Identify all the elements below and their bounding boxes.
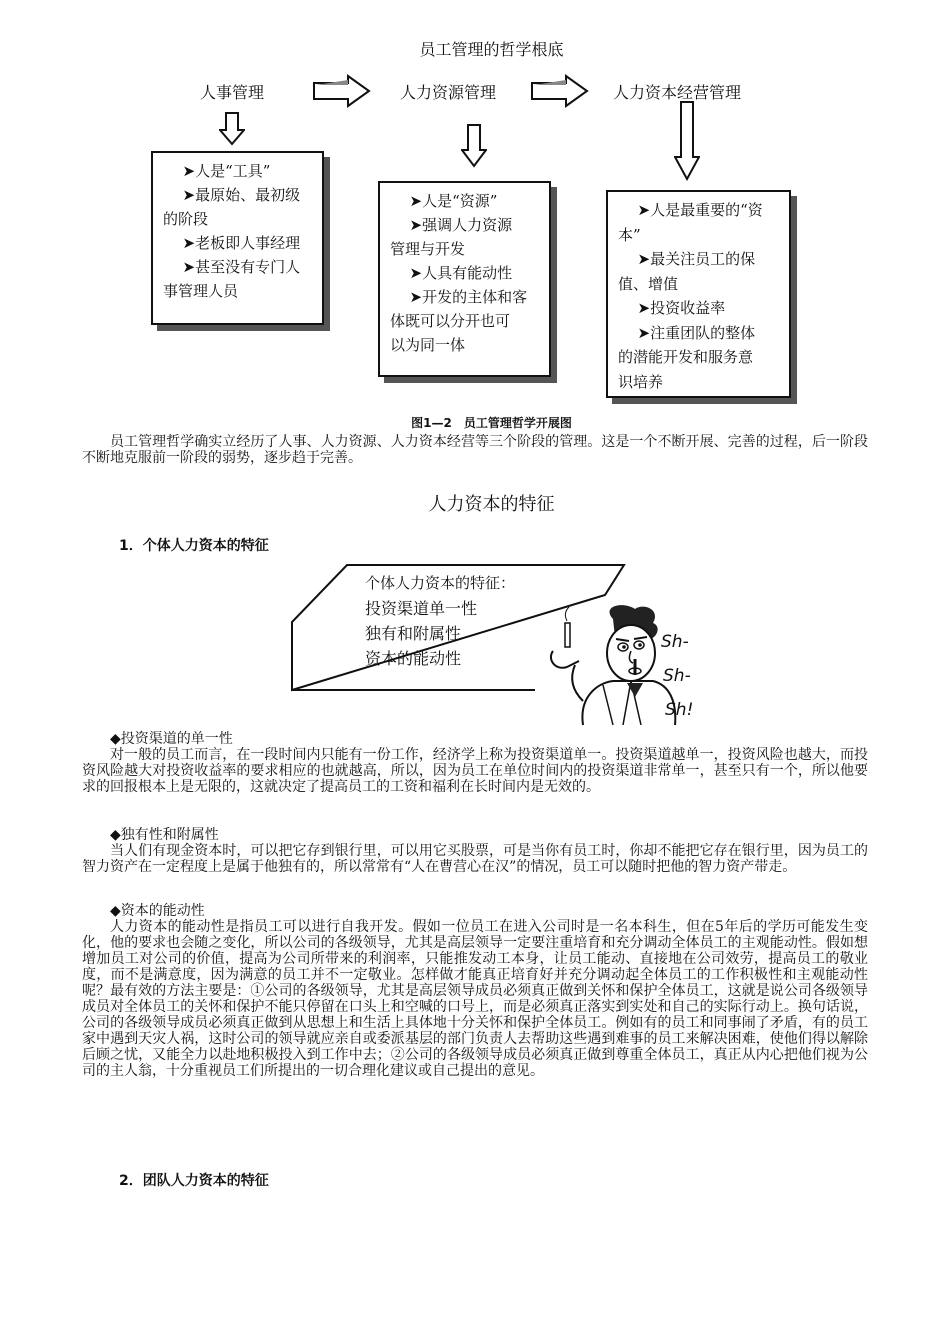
subsection-title: 1．个体人力资本的特征 xyxy=(119,538,269,554)
item-heading: ◆资本的能动性 xyxy=(110,903,205,919)
panel-content xyxy=(365,571,515,671)
panel-item: 独有和附属性 xyxy=(365,624,462,643)
down-arrow-icon xyxy=(219,112,245,146)
box-line: ➤人具有能动性 xyxy=(409,264,513,282)
box-line: 识培养 xyxy=(618,372,664,391)
stage-box-personnel xyxy=(151,151,324,325)
down-arrow-icon xyxy=(461,124,487,168)
box-line: ➤强调人力资源 xyxy=(409,216,513,234)
box-line: 以为同一体 xyxy=(390,336,466,354)
box-line: 值、增值 xyxy=(618,274,679,293)
cartoon-text: Sh- xyxy=(663,666,691,686)
characteristic-initiative xyxy=(82,903,868,1079)
box-line: ➤人是最重要的“资 xyxy=(637,201,763,219)
item-text: 人力资本的能动性是指员工可以进行自我开发。假如一位员工在进入公司时是一名本科生，但在5年后的学历可能发生变化，他的要求也会随之变化，所以公司的各级领导，尤其是高层领导一定要注重培育和充分调动全体员工的主观能动性。假如想增加员工对公司的价值，提高为公司所带来的利润率，只能推发动工本身，让员工能动、直接地在公司效劳，提高员工的敬业度，而不是满意度，因为满意的员工并不一定敬业。怎样做才能真正培育好并充分调动起全体员工的工作积极性和主观能动性呢？最有效的方法主要是：①公司的各级领导，尤其是高层领导成员必须真正做到关怀和保护全体员工，这就是说公司各级领导成员对全体员工的关怀和保护不能只停留在口头上和空喊的口号上，而是必须真正落实到实处和自己的实际行动上。换句话说，公司的各级领导成员必须真正做到从思想上和生活上具体地十分关怀和保护全体员工。例如有的员工和同事闹了矛盾，有的员工家中遇到天灾人祸，这时公司的领导就应亲自或委派基层的部门负责人去帮助这些遇到难事的员工来解决困难，使他们得以解除后顾之忧，又能全力以赴地积极投入到工作中去；②公司的各级领导成员必须真正做到尊重全体员工，真正从内心把他们视为公司的主人翁，十分重视员工们所提出的一切合理化建议或自己提出的意见。 xyxy=(82,919,868,1079)
stage-label-hr: 人力资源管理 xyxy=(400,83,497,102)
stage-label-human-capital: 人力资本经营管理 xyxy=(613,83,742,102)
box-line: 管理与开发 xyxy=(390,240,466,258)
cartoon-text: Sh! xyxy=(665,700,694,720)
box-line: 本” xyxy=(618,225,641,244)
section-title: 人力资本的特征 xyxy=(428,494,555,515)
right-arrow-icon xyxy=(312,74,372,108)
diagram-title: 员工管理的哲学根底 xyxy=(419,40,564,59)
box-line: 的潜能开发和服务意 xyxy=(618,348,754,366)
box-line: ➤人是“工具” xyxy=(182,162,271,180)
intro-text: 员工管理哲学确实立经历了人事、人力资源、人力资本经营等三个阶段的管理。这是一个不断开展、完善的过程，后一阶段不断地克服前一阶段的弱势，逐步趋于完善。 xyxy=(82,434,868,466)
stage-box-hr xyxy=(378,181,551,377)
box-line: ➤最原始、最初级 xyxy=(182,186,301,204)
right-arrow-icon xyxy=(530,74,590,108)
box-line: 事管理人员 xyxy=(163,282,239,300)
item-heading: ◆投资渠道的单一性 xyxy=(110,731,233,747)
item-text: 当人们有现金资本时，可以把它存到银行里，可以用它买股票，可是当你有员工时，你却不能把它存在银行里，因为员工的智力资产在一定程度上是属于他独有的，所以常常有“人在曹营心在汉”的情况，员工可以随时把他的智力资产带走。 xyxy=(82,843,868,875)
shushing-man-cartoon-icon xyxy=(543,601,713,726)
down-arrow-icon xyxy=(674,101,700,181)
item-text: 对一般的员工而言，在一段时间内只能有一份工作，经济学上称为投资渠道单一。投资渠道越单一，投资风险也越大，而投资风险越大对投资收益率的要求相应的也就越高，所以，因为员工在单位时间内的投资渠道非常单一，甚至只有一个，所以他要求的回报根本上是无限的，这就决定了提高员工的工资和福利在长时间内是无效的。 xyxy=(82,747,868,795)
panel-item: 投资渠道单一性 xyxy=(365,599,478,618)
stage-label-personnel: 人事管理 xyxy=(200,83,265,102)
figure-caption: 图1—2 员工管理哲学开展图 xyxy=(411,416,572,430)
box-line: ➤注重团队的整体 xyxy=(637,323,756,342)
box-line: 的阶段 xyxy=(163,210,209,228)
intro-paragraph xyxy=(82,434,868,466)
item-heading: ◆独有性和附属性 xyxy=(110,827,219,843)
characteristic-exclusivity xyxy=(82,827,868,875)
cartoon-text: Sh- xyxy=(661,632,689,652)
box-line: ➤最关注员工的保 xyxy=(637,250,756,268)
box-line: ➤甚至没有专门人 xyxy=(182,258,301,276)
subsection-title: 2．团队人力资本的特征 xyxy=(119,1173,269,1189)
box-line: ➤投资收益率 xyxy=(637,299,726,317)
box-line: ➤人是“资源” xyxy=(409,192,498,210)
box-line: ➤开发的主体和客 xyxy=(409,288,528,306)
panel-heading: 个体人力资本的特征： xyxy=(365,574,516,592)
stage-box-human-capital xyxy=(606,190,791,398)
panel-item: 资本的能动性 xyxy=(365,649,462,668)
characteristic-investment-channel xyxy=(82,731,868,795)
box-line: 体既可以分开也可 xyxy=(390,312,511,330)
box-line: ➤老板即人事经理 xyxy=(182,234,301,252)
